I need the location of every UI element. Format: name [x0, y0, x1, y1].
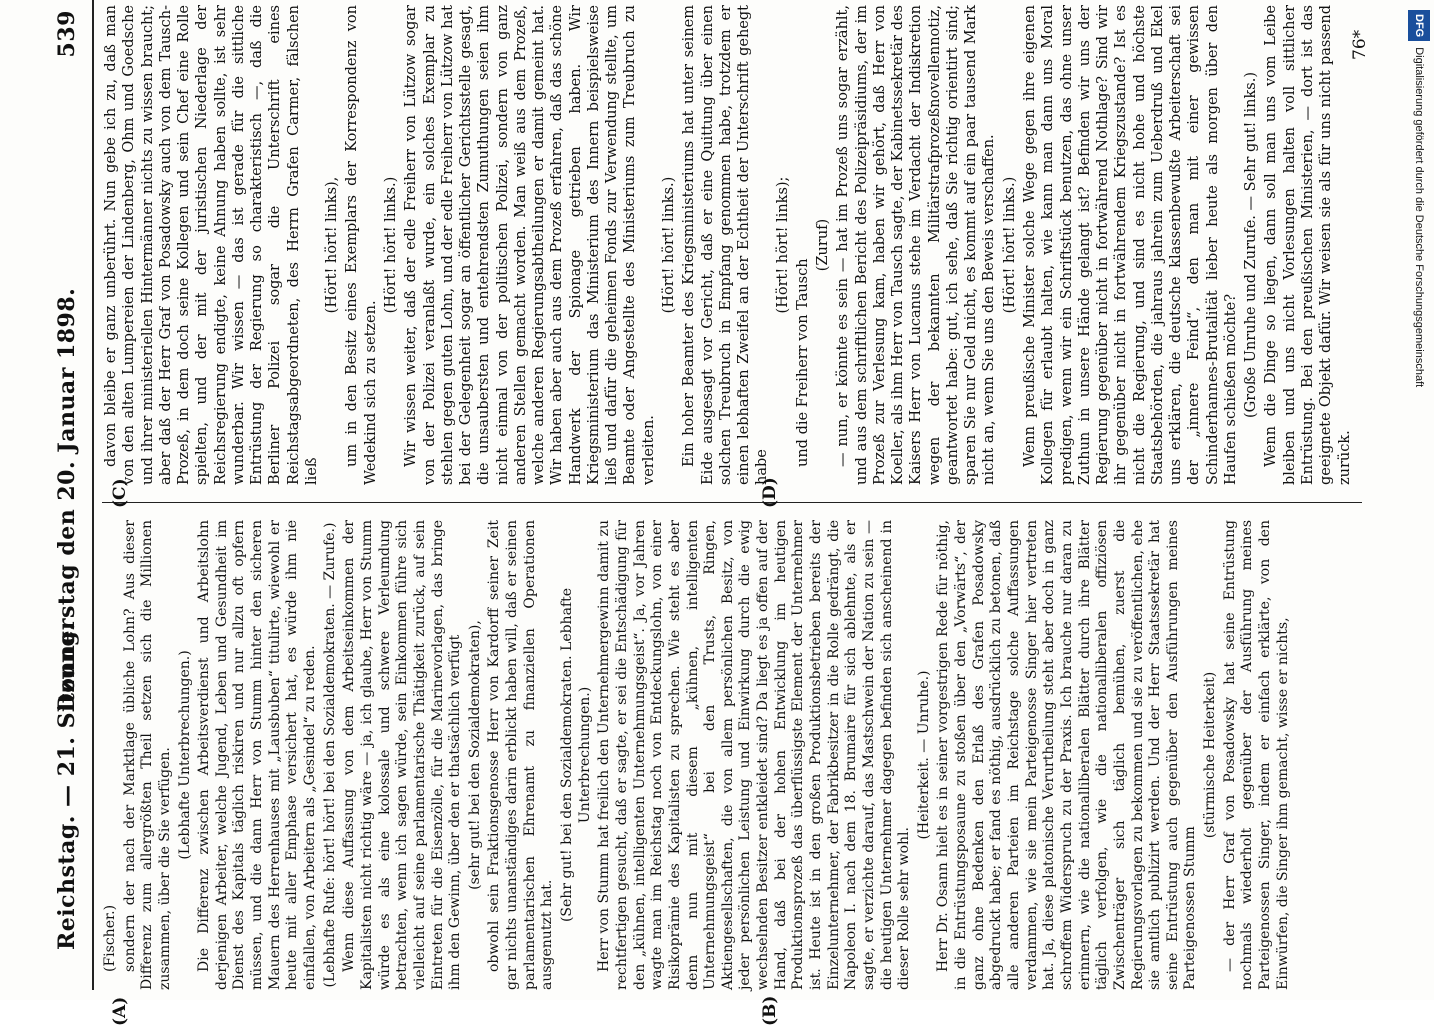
- paragraph: Die Differenz zwischen Arbeitsverdienst und Arbeitslohn derjenigen Arbeiter, welche Jugend, Leben und Gesundheit im Dienst des Kapitals täglich riskiren und nur allzu oft opfern müssen, und die dann Herr von Stumm hinter den sicheren Mauern des Herrenhauses mit „Lausbuben“ titulirte, wiewohl er heute mit aller Emphase versichert hat, es würde ihm nie einfallen, von Arbeitern als „Gesindel“ zu reden.: [196, 520, 319, 990]
- interjection: (sehr gut! bei den Sozialdemokraten),: [466, 620, 483, 890]
- digitization-credit: [1408, 10, 1430, 990]
- header-left-title: Reichstag. — 21. Sitzung.: [54, 622, 80, 950]
- paragraph: Wenn diese Auffassung von dem Arbeitseinkommen der Kapitalisten nicht richtig wäre — ja, ich glaube, Herr von Stumm würde es als eine kolossale und schwere Verleumdung betrachten, wenn ich sagen würde, sein Einkommen führe sich vielleicht auf seine parlamentarische Thätigkeit zurück, auf sein Eintreten für die Eisenzölle, für die Marinevorlagen, das bringe ihm den Gewinn, über den er thatsächlich verfügt: [341, 520, 464, 990]
- paragraph: Herr Dr. Osann hielt es in seiner vorgestrigen Rede für nöthig, in die Entrüstungsposaune zu stoßen über den „Vorwärts“, der ganz ohne Bedenken den Erlaß des Grafen Posadowsky abgedruckt habe; er fand es nöthig, ausdrücklich zu betonen, daß alle anderen Parteien im Reichstage solche Auffassungen verdammen, wie sie mein Parteigenosse Singer hier vertreten hat. Ja, diese platonische Verurtheilung steht aber doch in ganz schroffem Widerspruch zu der Praxis. Ich brauche nur daran zu erinnern, wie die nationalliberalen Blätter durch ihre Blätter täglich verfolgen, wie die nationalliberalen offiziösen Zwischenträger sich täglich bemühen, zuerst die Regierungsvorlagen zu bekommen und sie zu veröffentlichen, ehe sie amtlich publizirt werden. Und der Herr Staatssekretär hat seine Entrüstung auch gegenüber den Ausführungen meines Parteigenossen Stumm: [935, 520, 1199, 990]
- interjection: (Hört! hört! links);: [774, 176, 791, 314]
- interjection: (Hört! hört! links.): [382, 176, 399, 314]
- margin-mark-b: (B): [760, 995, 780, 1026]
- dfg-logo: DFG: [1408, 10, 1430, 41]
- page-number: 539: [54, 10, 80, 58]
- margin-mark-c: (C): [110, 478, 130, 508]
- interjection: (Hört! hört! links.): [1001, 176, 1018, 314]
- interjection: (Sehr gut! bei den Sozialdemokraten. Lebhafte Unterbrechungen.): [559, 587, 593, 923]
- paragraph: um in den Besitz eines Exemplars der Korrespondenz von Wedekind sich zu setzen.: [344, 5, 379, 485]
- paragraph: davon bleibe er ganz unberührt. Nun gebe ich zu, daß man von den alten Lumpereien der Lindenberg, Ohm und Goedsche und ihrer ministeriellen Hintermänner nichts zu wissen braucht; aber daß der Herr Graf von Posadowsky auch von dem Tausch-Prozeß, in dem doch seine Kollegen und sein Chef eine Rolle spielten, und der mit der juristischen Niederlage der Reichsregierung endigte, keine Ahnung haben sollte, ist sehr wunderbar. Wir wissen — das ist gerade für die sittliche Entrüstung der Regierung so charakteristisch —, daß die Berliner Polizei sogar die Unterschrift eines Reichstagsabgeordneten, des Herrn Grafen Carmer, fälschen ließ: [103, 5, 320, 485]
- interjection: (Heiterkeit. — Unruhe.): [915, 670, 932, 840]
- margin-mark-a: (A): [110, 996, 130, 1026]
- paragraph: Wir wissen weiter, daß der edle Freiherr von Lützow sogar von der Polizei veranlaßt wurde, ein solches Exemplar zu stehlen gegen guten Lohn, und der edle Freiherr von Lützow hat bei der Gelegenheit sogar an öffentlicher Gerichtsstelle gesagt, die unsaubersten und entehrendsten Zumuthungen seien ihm nicht einmal von der politischen Polizei, sondern von ganz anderen Stellen gemacht worden. Man weiß aus dem Prozeß, welche anderen Regierungsabtheilungen er damit gemeint hat. Wir haben aber auch aus dem Prozeß erfahren, daß das schöne Handwerk der Spionage getrieben haben. Wir Kriegsministerium das Ministerium des Innern beispielsweise ließ und dafür die geheimen Fonds zur Verwendung stellte, um Beamte oder Angestellte des Ministeriums zum Treubruch zu verleiten.: [403, 5, 657, 485]
- header-rule: [92, 0, 94, 990]
- paragraph: Wenn preußische Minister solche Wege gegen ihre eigenen Kollegen für erlaubt halten, wie kann man dann uns Moral predigen, wenn wir ein Schriftstück benutzen, das ohne unser Zuthun in unsere Hände gelangt ist? Befinden wir uns der Regierung gegenüber nicht in fortwährend Nothlage? Sind wir ihr gegenüber nicht in fortwährendem Kriegszustande? Ist es nicht die Regierung, und sind es nicht hohe und höchste Staatsbehörden, die jahraus jahrein zum Ueberdruß und Ekel uns erklären, die deutsche klassenbewußte Arbeiterschaft sei der „innere Feind“, den man mit einer gewissen Schinderhannes-Brutalität lieber heute als morgen über den Haufen schießen möchte?: [1022, 5, 1239, 485]
- paragraph: Ein hoher Beamter des Kriegsministeriums hat unter seinem Eide ausgesagt vor Gericht, daß er eine Quittung über einen solchen Treubruch in Empfang genommen habe, trotzdem er einen lebhaften Zweifel an der Echtheit der Unterschrift gehegt habe: [681, 5, 771, 485]
- rotated-page-content: [40, 0, 1380, 1026]
- interjection: (Hört! hört! links.): [660, 176, 677, 314]
- sheet-mark: 76*: [1350, 29, 1370, 60]
- interjection: (Große Unruhe und Zurufe. — Sehr gut! links.): [1243, 71, 1260, 419]
- page-header: [48, 0, 90, 990]
- paragraph: sondern der nach der Marktlage übliche Lohn? Aus dieser Differenz zum allergrößten Theil setzen sich die Millionen zusammen, über die Sie verfügen.: [121, 520, 173, 990]
- interjection: (stürmische Heiterkeit): [1202, 671, 1219, 839]
- paragraph: Wenn die Dinge so liegen, dann soll man uns vom Leibe bleiben und uns nicht Vorlesungen halten voll sittlicher Entrüstung. Bei den preußischen Ministerien, — dort ist das geeignete Objekt dafür. Wir weisen sie als für uns nicht passend zurück.: [1263, 5, 1353, 485]
- paragraph: Herr von Stumm hat freilich den Unternehmergewinn damit zu rechtfertigen gesucht, daß er sagte, er sei die Entschädigung für den „kühnen, intelligenten Unternehmungsgeist“. Ja, vor Jahren wagte man im Reichstag noch von Entdeckungslohn, von einer Risikoprämie des Kapitalisten zu sprechen. Wie steht es aber denn nun mit diesem „kühnen, intelligenten Unternehmungsgeist“ bei den Trusts, Ringen, Aktiengesellschaften, die von allem persönlichen Besitz, von jeder persönlichen Leistung und Einwirkung durch die ewig wechselnden Besitzer entkleidet sind? Da liegt es ja offen auf der Hand, daß bei der hohen Entwicklung im heutigen Produktionsprozeß das überflüssigste Element der Unternehmer ist. Heute ist in den großen Produktionsbetrieben bereits der Einzelunternehmer, der Fabrikbesitzer in die Rolle gedrängt, die Napoleon I. nach dem 18. Brumaire für sich ablehnte, als er sagte, er verzichte darauf, das Mastschwein der Nation zu sein — die heutigen Unternehmer dagegen befinden sich anscheinend in dieser Rolle sehr wohl.: [596, 520, 913, 990]
- interjection: (Zuruf): [815, 218, 832, 272]
- credit-text: Digitalisierung gefördert durch die Deutsche Forschungsgemeinschaft: [1413, 47, 1425, 388]
- column-divider: [102, 502, 1362, 503]
- paragraph: und die Freiherr von Tausch: [794, 258, 811, 467]
- interjection: (Hört! hört! links),: [324, 176, 341, 314]
- left-column: [102, 520, 1294, 990]
- interjection: (Lebhafte Unterbrechungen.): [176, 650, 193, 860]
- paragraph: obwohl sein Fraktionsgenosse Herr von Kardorff seiner Zeit gar nichts unanständiges darin erblickt haben will, daß er seinen parlamentarischen Ehrenamt zu finanziellen Operationen ausgenutzt hat.: [486, 520, 556, 990]
- header-date-title: Donnerstag den 20. Januar 1898.: [54, 287, 80, 713]
- margin-mark-d: (D): [760, 477, 780, 508]
- paragraph: — nun, er könnte es sein — hat im Prozeß uns sogar erzählt, und aus dem schriftlichen Bericht des Polizeipräsidiums, der im Prozeß zur Verlesung kam, haben wir gehört, daß Herr von Koeller, als ihm Herr von Tausch sagte, der Kabinetssekretär des Kaisers Herr von Lucanus stehe im Verdacht der Indiskretion wegen der bekannten Militärstrafprozeßnovellennotiz, geantwortet habe: gut, ich sehe, daß Sie richtig orientirt sind; sparen Sie nur Geld nicht, es kommt auf ein paar tausend Mark nicht an, wenn Sie uns den Beweis verschaffen.: [835, 5, 998, 485]
- paragraph: — der Herr Graf von Posadowsky hat seine Entrüstung nochmals wiederholt gegenüber der Ausführung meines Parteigenossen Singer, indem er einfach erklärte, von den Einwürfen, die Singer ihm gemacht, wisse er nichts,: [1221, 520, 1291, 990]
- right-column: [102, 5, 1356, 485]
- interjection: (Lebhafte Rufe: hört! hört! bei den Sozialdemokraten. — Zurufe.): [321, 522, 338, 988]
- paragraph: (Fischer.): [102, 904, 118, 972]
